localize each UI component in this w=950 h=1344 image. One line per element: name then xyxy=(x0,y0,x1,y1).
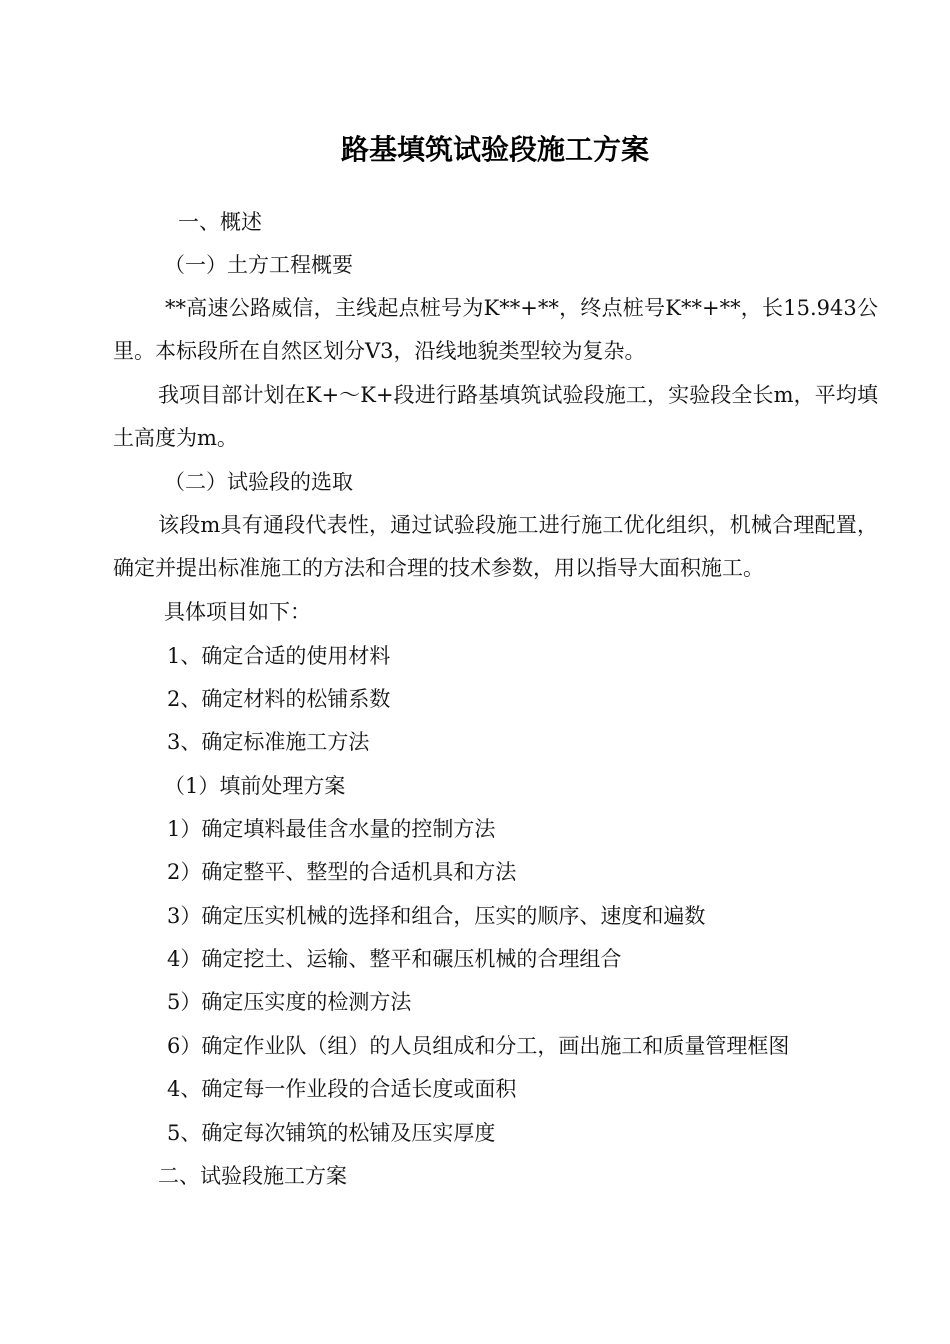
paragraph-overview: **高速公路威信，主线起点桩号为K**+**，终点桩号K**+**，长15.943公里。本标段所在自然区划分V3，沿线地貌类型较为复杂。 xyxy=(113,296,878,363)
section-heading-overview: 一、概述 xyxy=(178,210,262,234)
list-item-5: 5、确定每次铺筑的松铺及压实厚度 xyxy=(167,1121,496,1145)
paragraph-plan: 我项目部计划在K+～K+段进行路基填筑试验段施工，实验段全长m，平均填土高度为m。 xyxy=(113,383,878,450)
subsection-heading-selection: （二）试验段的选取 xyxy=(164,470,353,494)
sub-list-item: 1）确定填料最佳含水量的控制方法 xyxy=(167,817,496,841)
document-title: 路基填筑试验段施工方案 xyxy=(340,133,649,166)
sub-list-item: 5）确定压实度的检测方法 xyxy=(167,990,412,1014)
section-heading-test-plan: 二、试验段施工方案 xyxy=(158,1164,347,1188)
list-item-1: 1、确定合适的使用材料 xyxy=(167,644,391,668)
items-intro: 具体项目如下： xyxy=(164,600,311,624)
list-item-3: 3、确定标准施工方法 xyxy=(167,730,370,754)
subsection-heading-earthwork: （一）土方工程概要 xyxy=(164,253,353,277)
sub-list-item: 3）确定压实机械的选择和组合，压实的顺序、速度和遍数 xyxy=(167,904,706,928)
list-item-2: 2、确定材料的松铺系数 xyxy=(167,687,391,711)
paragraph-selection: 该段m具有通段代表性，通过试验段施工进行施工优化组织，机械合理配置，确定并提出标准施工的方法和合理的技术参数，用以指导大面积施工。 xyxy=(113,513,878,580)
sub-list-item: 2）确定整平、整型的合适机具和方法 xyxy=(167,860,517,884)
sub-list-heading-pretreatment: （1）填前处理方案 xyxy=(164,774,346,798)
sub-list-item: 4）确定挖土、运输、整平和碾压机械的合理组合 xyxy=(167,947,622,971)
sub-list-item: 6）确定作业队（组）的人员组成和分工，画出施工和质量管理框图 xyxy=(167,1034,790,1058)
list-item-4: 4、确定每一作业段的合适长度或面积 xyxy=(167,1077,517,1101)
